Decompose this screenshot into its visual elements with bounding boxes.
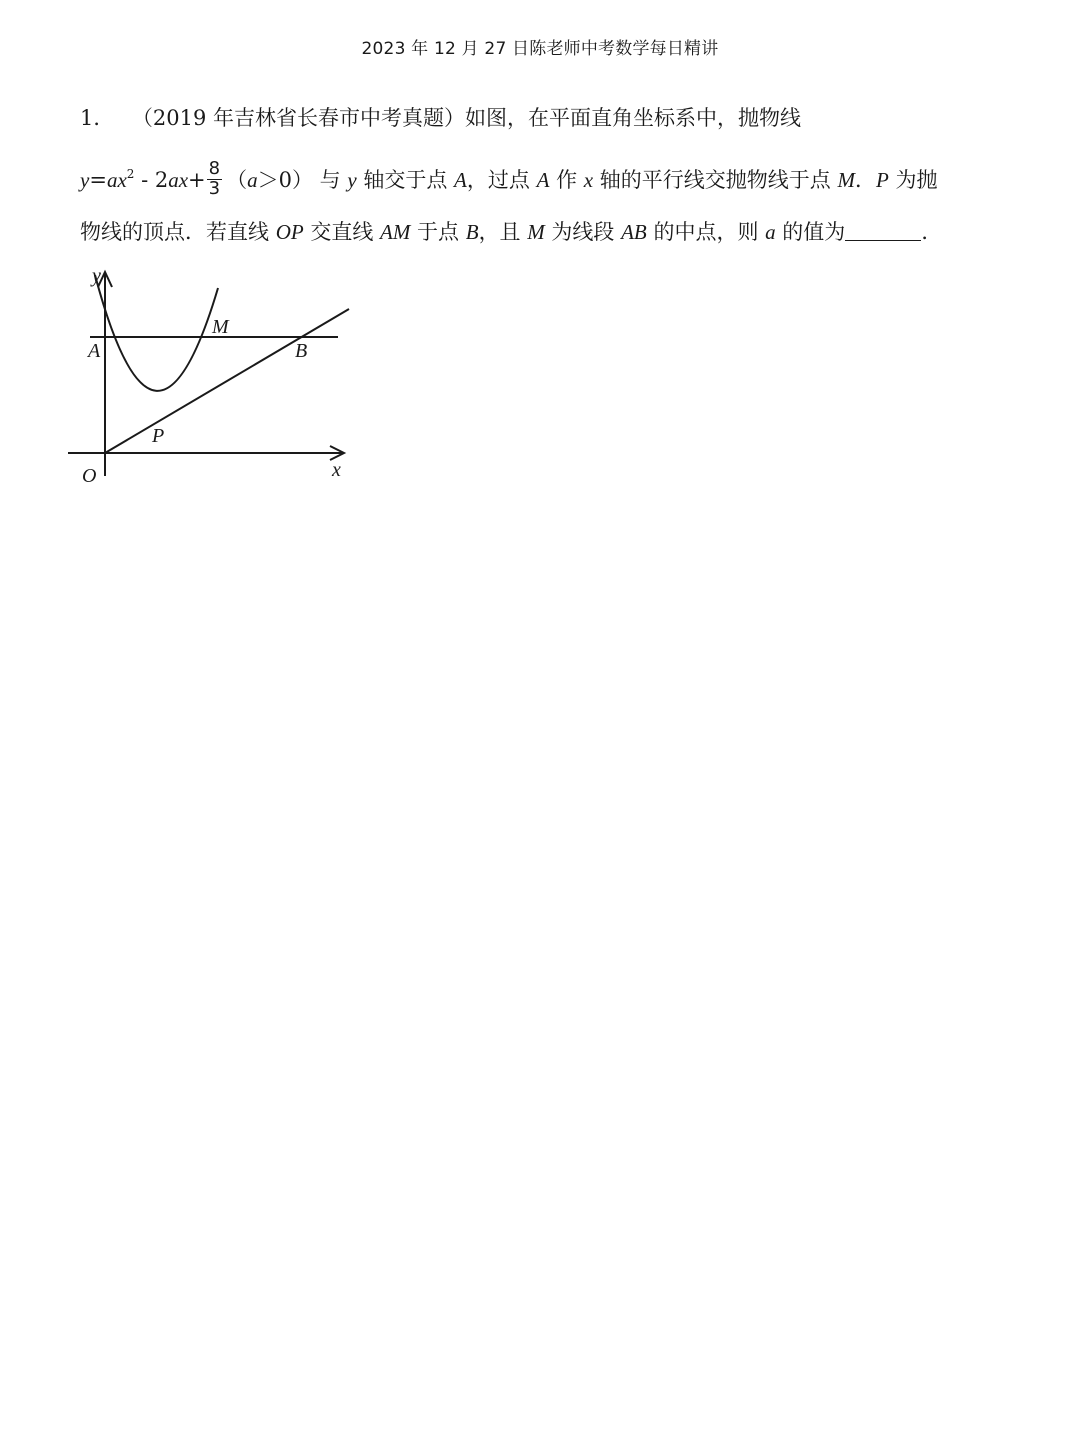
answer-blank[interactable] — [845, 222, 921, 241]
page-header: 2023 年 12 月 27 日陈老师中考数学每日精讲 — [361, 39, 719, 59]
question-intro: 如图，在平面直角坐标系中，抛物线 — [465, 106, 801, 130]
equation-equals: = — [89, 167, 107, 192]
line2-point-m: M — [837, 167, 855, 192]
condition-open: （ — [226, 167, 248, 192]
equation-plus: + — [188, 167, 206, 192]
equation-fraction — [207, 160, 222, 199]
line2-point-a: A — [454, 167, 467, 192]
line3-text-c: 于点 — [410, 220, 466, 244]
line2-point-p: P — [875, 167, 889, 192]
line3-am: AM — [380, 220, 411, 244]
line3-a: a — [765, 220, 776, 244]
question-line-2 — [80, 158, 938, 201]
line2-text-a: 与 — [319, 167, 348, 192]
equation-exponent: 2 — [126, 166, 135, 181]
label-point-b: B — [295, 340, 308, 362]
line3-point-m: M — [527, 220, 545, 244]
line2-text-g: 为抛 — [888, 167, 938, 192]
line2-text-d: 作 — [549, 167, 584, 192]
line3-text-a: 物线的顶点．若直线 — [80, 220, 276, 244]
question-line-1 — [80, 108, 801, 129]
line2-text-b: 轴交于点 — [356, 167, 455, 192]
line3-op: OP — [275, 220, 304, 244]
label-point-m: M — [212, 316, 229, 338]
line2-text-f: ． — [854, 167, 876, 192]
question-line-3 — [80, 222, 942, 243]
label-origin: O — [82, 465, 97, 487]
condition-rest: ＞0） — [257, 167, 313, 192]
fraction-denominator: 3 — [208, 177, 221, 199]
line2-text-e: 轴的平行线交抛物线于点 — [593, 167, 838, 192]
equation-minus: - 2 — [134, 167, 169, 192]
condition-a: a — [247, 167, 258, 192]
line3-ab: AB — [621, 220, 647, 244]
equation-y: y — [80, 167, 90, 192]
line2-x: x — [583, 167, 594, 192]
line2-y: y — [347, 167, 357, 192]
label-y-axis: y — [92, 265, 101, 287]
question-source: （2019 年吉林省长春市中考真题） — [142, 106, 465, 130]
label-x-axis: x — [332, 459, 341, 481]
parabola-curve — [95, 275, 218, 391]
line2-text-c: ，过点 — [466, 167, 537, 192]
label-point-a: A — [88, 340, 101, 362]
line3-point-b: B — [465, 220, 479, 244]
line3-text-b: 交直线 — [303, 220, 381, 244]
parabola-figure — [60, 260, 360, 490]
label-point-p: P — [152, 425, 165, 447]
line3-text-e: 为线段 — [544, 220, 622, 244]
fraction-numerator: 8 — [208, 158, 221, 179]
line3-text-d: ，且 — [478, 220, 528, 244]
equation-ax: ax — [106, 167, 127, 192]
line2-point-a-2: A — [536, 167, 550, 192]
line3-end: ． — [921, 220, 943, 244]
line3-text-g: 的值为 — [775, 220, 846, 244]
question-number: 1． — [80, 106, 115, 130]
equation-ax-linear: ax — [168, 167, 189, 192]
line3-text-f: 的中点，则 — [646, 220, 766, 244]
